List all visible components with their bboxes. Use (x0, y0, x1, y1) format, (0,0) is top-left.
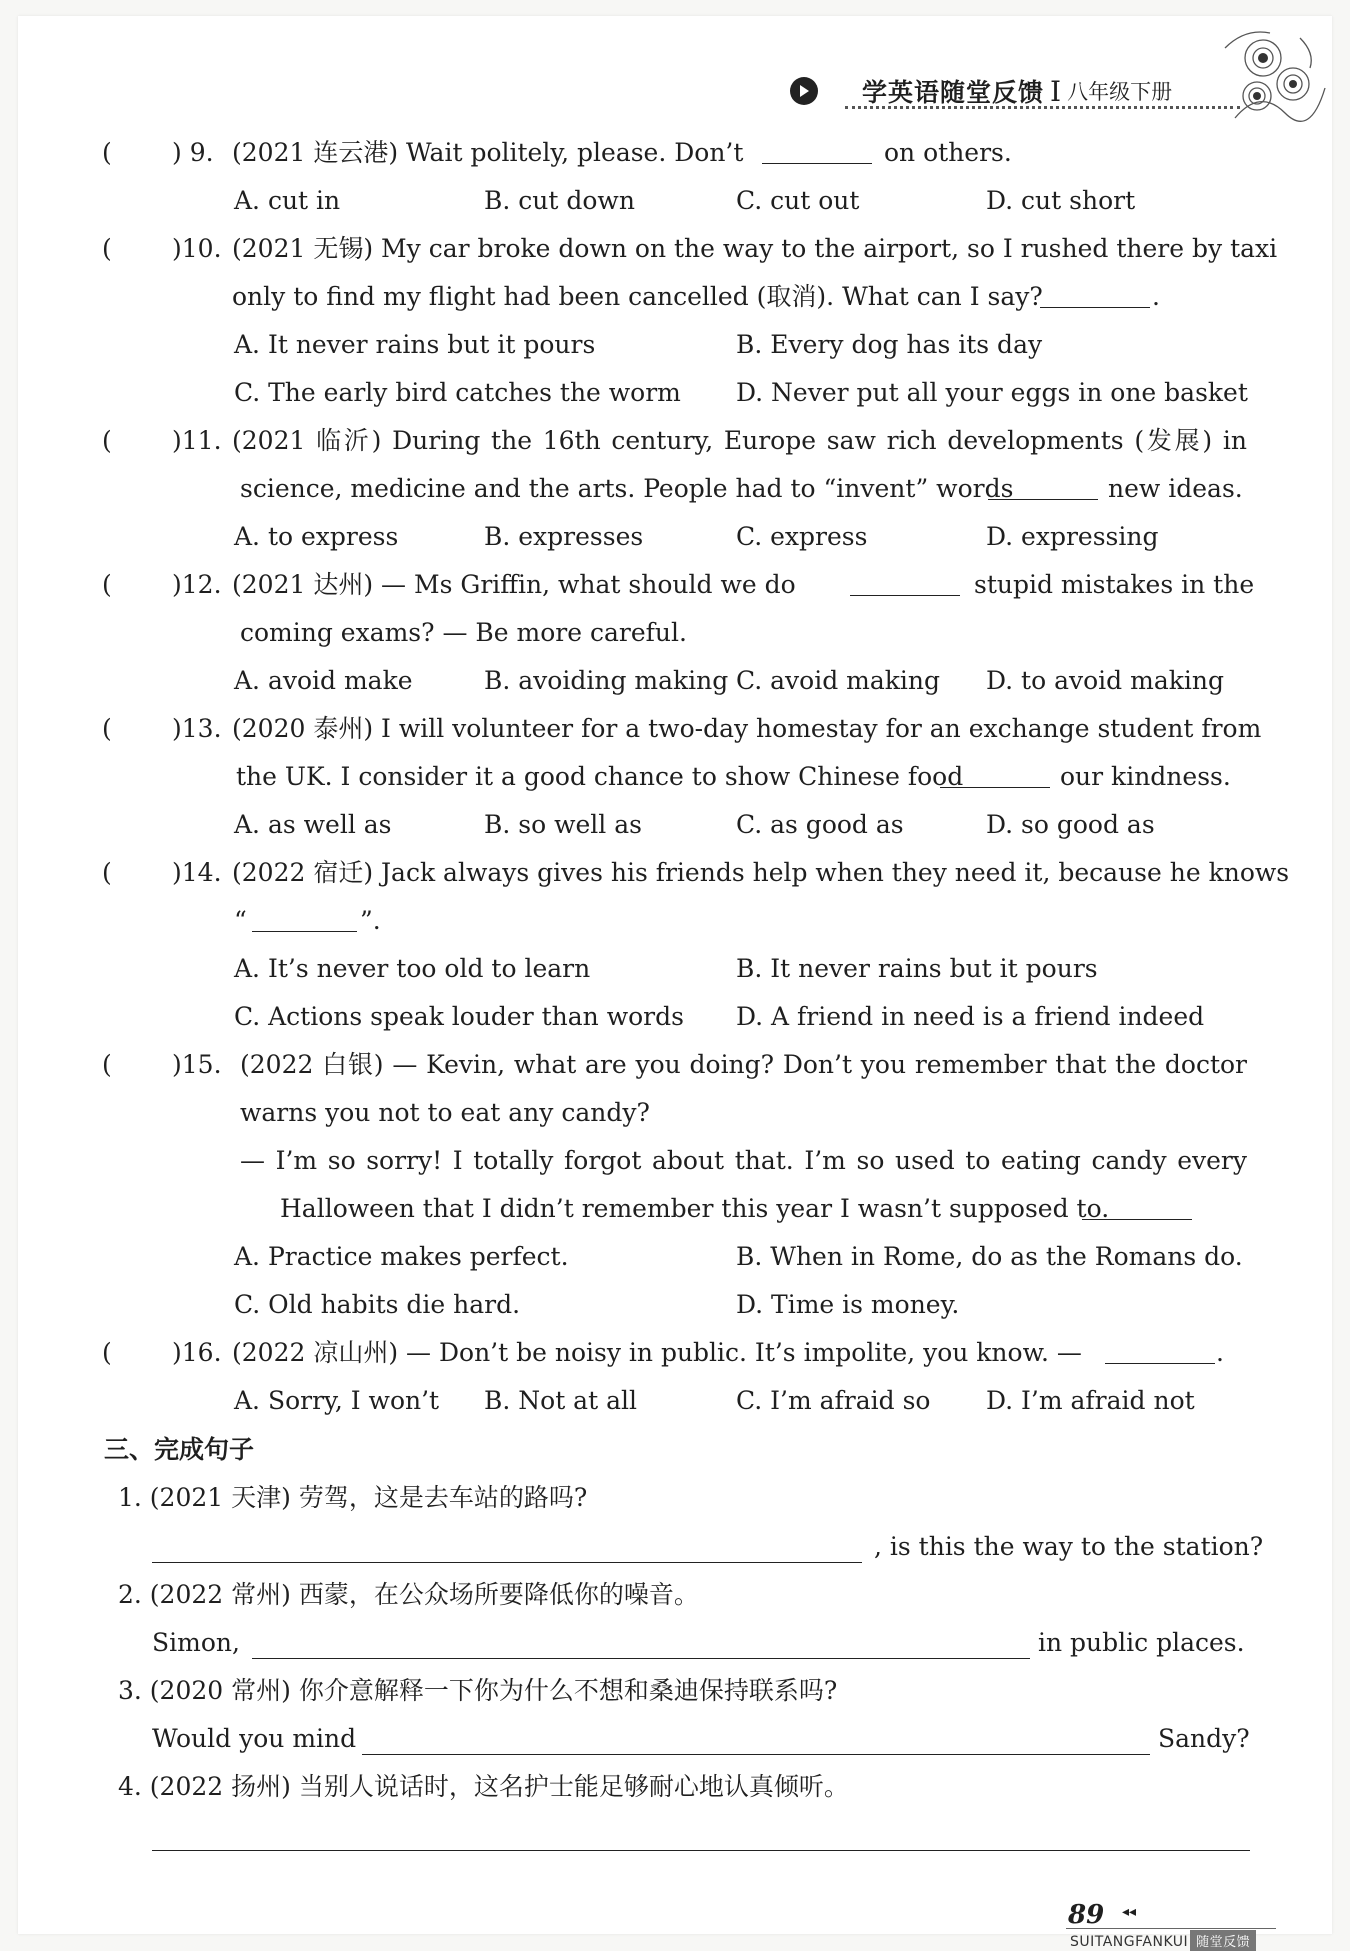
footer-brand (1070, 1930, 1256, 1951)
option-c: C. Actions speak louder than words (234, 1002, 684, 1031)
answer-blank (850, 569, 960, 596)
header-dotted-rule (845, 106, 1240, 109)
answer-blank (762, 137, 872, 164)
question-text: — I’m so sorry! I totally forgot about that. I’m so used to eating candy every (240, 1146, 1247, 1175)
option-b: B. Not at all (484, 1386, 637, 1415)
option-a: A. avoid make (234, 666, 413, 695)
option-a: A. It’s never too old to learn (234, 954, 591, 983)
answer-paren: ( (102, 234, 112, 263)
sentence-prompt: 4. (2022 扬州) 当别人说话时，这名护士能足够耐心地认真倾听。 (118, 1772, 849, 1801)
question-text: our kindness. (1060, 762, 1231, 791)
option-d: D. to avoid making (986, 666, 1224, 695)
sentence-tail: , is this the way to the station? (874, 1532, 1264, 1561)
answer-paren: ( (102, 858, 112, 887)
option-d: D. expressing (986, 522, 1159, 551)
sentence-prompt: 3. (2020 常州) 你介意解释一下你为什么不想和桑迪保持联系吗? (118, 1676, 838, 1705)
question-text: (2022 宿迁) Jack always gives his friends help when they need it, because he knows (232, 858, 1290, 887)
question-text: stupid mistakes in the (974, 570, 1255, 599)
answer-line (152, 1850, 1250, 1851)
question-text: (2022 凉山州) — Don’t be noisy in public. It’s impolite, you know. — (232, 1338, 1082, 1367)
sentence-prompt: 1. (2021 天津) 劳驾，这是去车站的路吗? (118, 1483, 588, 1512)
answer-blank (252, 905, 357, 932)
option-b: B. When in Rome, do as the Romans do. (736, 1242, 1243, 1271)
question-text: (2021 连云港) Wait politely, please. Don’t (232, 138, 744, 167)
answer-paren: ( (102, 138, 112, 167)
answer-line (252, 1658, 1030, 1659)
answer-blank (988, 473, 1098, 500)
question-text: the UK. I consider it a good chance to show Chinese food (236, 762, 964, 791)
footer-rule (1066, 1928, 1276, 1929)
option-b: B. avoiding making (484, 666, 729, 695)
brand-text: SUITANGFANKUI (1070, 1934, 1189, 1950)
header-separator: I (1050, 74, 1062, 108)
answer-line (152, 1562, 862, 1563)
option-a: A. cut in (234, 186, 341, 215)
question-number: )14. (172, 858, 222, 887)
book-title: 学英语随堂反馈 (862, 78, 1045, 107)
answer-blank (940, 761, 1050, 788)
option-c: C. Old habits die hard. (234, 1290, 521, 1319)
option-d: D. Time is money. (736, 1290, 960, 1319)
question-number: )12. (172, 570, 222, 599)
question-text: science, medicine and the arts. People had to “invent” words (240, 474, 1014, 503)
option-d: D. cut short (986, 186, 1136, 215)
option-a: A. Sorry, I won’t (234, 1386, 440, 1415)
question-number: ) 9. (172, 138, 214, 167)
option-b: B. so well as (484, 810, 642, 839)
option-d: D. I’m afraid not (986, 1386, 1195, 1415)
question-text: “ (234, 906, 247, 935)
answer-paren: ( (102, 570, 112, 599)
question-text: (2022 白银) — Kevin, what are you doing? Don’t you remember that the doctor (240, 1050, 1247, 1079)
question-text: coming exams? — Be more careful. (240, 618, 687, 647)
question-text: ”. (360, 906, 381, 935)
option-a: A. as well as (234, 810, 392, 839)
option-b: B. It never rains but it pours (736, 954, 1098, 983)
arrow-left-icon: ◂◂ (1122, 1904, 1137, 1920)
book-volume: 八年级下册 (1067, 80, 1173, 104)
sentence-tail: in public places. (1038, 1628, 1245, 1657)
page-number: 89 (1068, 1900, 1105, 1930)
sentence-lead: Simon, (152, 1628, 240, 1657)
answer-blank (1105, 1337, 1215, 1364)
sentence-lead: Would you mind (152, 1724, 357, 1753)
option-d: D. A friend in need is a friend indeed (736, 1002, 1205, 1031)
option-d: D. Never put all your eggs in one basket (736, 378, 1248, 407)
option-a: A. to express (234, 522, 399, 551)
question-text: . (1152, 282, 1160, 311)
option-a: A. Practice makes perfect. (234, 1242, 569, 1271)
answer-paren: ( (102, 1338, 112, 1367)
sentence-tail: Sandy? (1158, 1724, 1250, 1753)
option-a: A. It never rains but it pours (234, 330, 596, 359)
section-title: 三、完成句子 (104, 1435, 255, 1464)
option-c: C. cut out (736, 186, 860, 215)
question-text: new ideas. (1108, 474, 1243, 503)
question-text: (2021 临沂) During the 16th century, Europe saw rich developments (发展) in (232, 426, 1247, 455)
question-number: )15. (172, 1050, 222, 1079)
question-text: on others. (884, 138, 1012, 167)
sentence-prompt: 2. (2022 常州) 西蒙，在公众场所要降低你的噪音。 (118, 1580, 699, 1609)
question-text: (2021 达州) — Ms Griffin, what should we do (232, 570, 796, 599)
option-c: C. avoid making (736, 666, 941, 695)
question-text: warns you not to eat any candy? (240, 1098, 650, 1127)
answer-line (362, 1754, 1150, 1755)
question-text: . (1216, 1338, 1224, 1367)
play-icon (790, 77, 818, 105)
answer-blank (1082, 1193, 1192, 1220)
option-b: B. cut down (484, 186, 635, 215)
option-c: C. I’m afraid so (736, 1386, 931, 1415)
option-c: C. The early bird catches the worm (234, 378, 681, 407)
question-number: )11. (172, 426, 222, 455)
question-number: )10. (172, 234, 222, 263)
option-c: C. express (736, 522, 868, 551)
answer-paren: ( (102, 714, 112, 743)
answer-paren: ( (102, 426, 112, 455)
answer-paren: ( (102, 1050, 112, 1079)
question-number: )13. (172, 714, 222, 743)
brand-tag: 随堂反馈 (1190, 1930, 1256, 1951)
question-text: (2020 泰州) I will volunteer for a two-day homestay for an exchange student from (232, 714, 1262, 743)
option-d: D. so good as (986, 810, 1155, 839)
option-c: C. as good as (736, 810, 904, 839)
option-b: B. Every dog has its day (736, 330, 1043, 359)
option-b: B. expresses (484, 522, 644, 551)
question-text: Halloween that I didn’t remember this year I wasn’t supposed to. (280, 1194, 1110, 1223)
question-text: only to find my flight had been cancelled (取消). What can I say? (232, 282, 1043, 311)
answer-blank (1040, 281, 1150, 308)
question-text: (2021 无锡) My car broke down on the way to the airport, so I rushed there by taxi (232, 234, 1278, 263)
question-number: )16. (172, 1338, 222, 1367)
